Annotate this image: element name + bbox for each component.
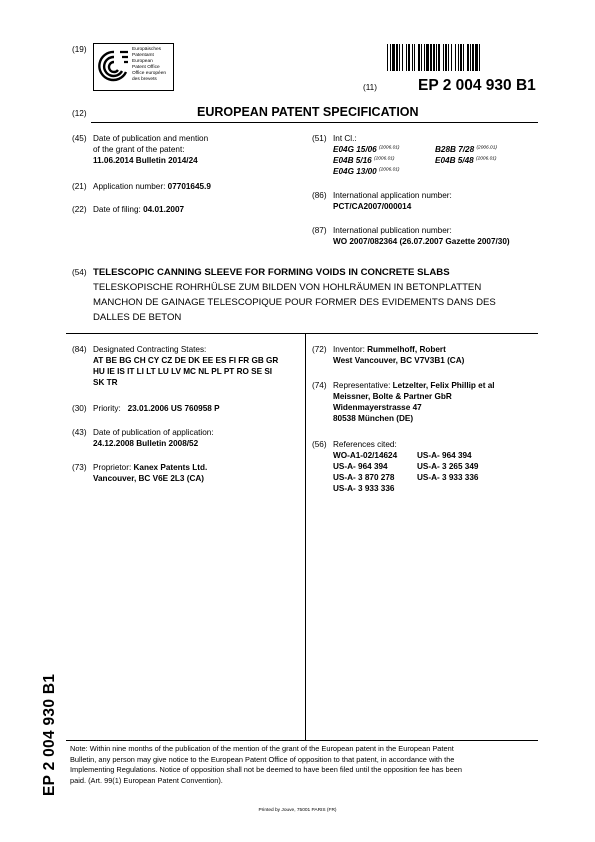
ipc-code: E04G 13/00 [333,167,377,176]
f43-value: 24.12.2008 Bulletin 2008/52 [93,439,199,449]
inid-22: (22) [72,205,87,214]
ipc-version: (2006.01) [378,145,400,151]
ipc-version: (2006.01) [476,145,497,151]
note-line: paid. (Art. 99(1) European Patent Convention). [70,776,223,786]
f74-line: 80538 München (DE) [333,414,414,424]
ipc-version: (2006.01) [378,167,400,173]
title-fr: MANCHON DE GAINAGE TELESCOPIQUE POUR FORMER DES EVIDEMENTS DANS DES [93,296,496,308]
inid-19: (19) [72,45,87,54]
f22-label: Date of filing: [93,205,141,214]
header-divider [91,122,538,123]
office-line: des brevets [132,76,157,82]
f74-label: Representative: [333,381,391,390]
ipc-class [435,144,497,155]
field-30 [93,403,220,414]
side-publication-number: EP 2 004 930 B1 [41,673,58,796]
f73-address: Vancouver, BC V6E 2L3 (CA) [93,474,205,484]
title-fr-cont: DALLES DE BETON [93,311,182,323]
inid-45: (45) [72,134,87,143]
states-line: AT BE BG CH CY CZ DE DK EE ES FI FR GB GR [93,356,279,366]
note-line: Implementing Regulations. Notice of opposition shall not be deemed to have been filed until the opposition fee has been [70,765,462,775]
ipc-code: E04B 5/48 [435,156,474,165]
f72-value: Rummelhoff, Robert [367,345,446,354]
states-line: SK TR [93,378,118,388]
inid-11: (11) [363,83,377,92]
reference: US-A- 3 265 349 [417,462,479,472]
column-divider [305,333,306,740]
f74-value: Letzelter, Felix Phillip et al [392,381,495,390]
references-col1 [333,450,397,494]
f74-line: Meissner, Bolte & Partner GbR [333,392,452,402]
office-name [132,47,166,83]
field-86 [333,190,452,212]
f72-label: Inventor: [333,345,365,354]
epo-emblem-icon [98,48,130,86]
f87-value: WO 2007/082364 (26.07.2007 Gazette 2007/30) [333,237,510,247]
inid-30: (30) [72,404,87,413]
inid-74: (74) [312,381,327,390]
opposition-note [70,744,462,787]
field-87 [333,225,510,247]
f45-label2: of the grant of the patent: [93,145,185,155]
field-72 [333,344,464,366]
printer-line: Printed by Jouve, 75001 PARIS (FR) [258,808,337,813]
inid-21: (21) [72,182,87,191]
epo-logo [93,43,174,91]
note-line: Note: Within nine months of the publication of the mention of the grant of the European patent in the European Patent [70,744,454,753]
references-col2 [417,450,478,483]
field-84 [93,344,278,388]
field-74 [333,380,495,424]
f86-label: International application number: [333,191,452,200]
f30-value: 23.01.2006 US 760958 P [127,404,220,413]
field-21 [93,181,211,192]
ipc-version: (2006.01) [373,156,395,162]
office-line: Patentamt [132,52,154,58]
inid-73: (73) [72,463,87,472]
inid-54: (54) [72,268,87,277]
f45-value: 11.06.2014 Bulletin 2014/24 [93,156,198,166]
ipc-version: (2006.01) [475,156,497,162]
states-line: HU IE IS IT LI LT LU LV MC NL PL PT RO SE SI [93,367,273,377]
reference: US-A- 3 870 278 [333,473,395,483]
office-line: Europäisches [132,47,162,52]
f73-label: Proprietor: [93,463,132,472]
f73-value: Kanex Patents Ltd. [133,463,208,472]
document-type: EUROPEAN PATENT SPECIFICATION [197,105,419,119]
f22-value: 04.01.2007 [143,205,185,214]
office-line: Patent Office [132,64,160,70]
title-divider [66,333,538,334]
office-line: Office européen [132,70,167,76]
f51-label: Int Cl.: [333,134,357,143]
f45-label1: Date of publication and mention [93,134,209,143]
f43-label: Date of publication of application: [93,428,214,437]
ipc-class [333,155,395,166]
inid-84: (84) [72,345,87,354]
f30-label: Priority: [93,404,121,413]
title-en: TELESCOPIC CANNING SLEEVE FOR FORMING VOIDS IN CONCRETE SLABS [93,267,450,278]
reference: US-A- 964 394 [333,462,388,472]
f21-value: 07701645.9 [167,182,211,191]
f86-value: PCT/CA2007/000014 [333,202,412,212]
reference: WO-A1-02/14624 [333,451,398,460]
inid-43: (43) [72,428,87,437]
reference: US-A- 3 933 336 [333,484,395,494]
ipc-class [435,155,497,166]
inid-87: (87) [312,226,327,235]
reference: US-A- 3 933 336 [417,473,479,483]
inid-12: (12) [72,109,87,118]
note-divider [66,740,538,741]
ipc-code: E04B 5/16 [333,156,372,165]
field-43 [93,427,214,449]
f56-label: References cited: [333,440,397,449]
barcode-bar [480,44,482,71]
inid-51: (51) [312,134,327,143]
f84-label: Designated Contracting States: [93,345,207,354]
inid-72: (72) [312,345,327,354]
f74-line: Widenmayerstrasse 47 [333,403,422,413]
field-45 [93,133,208,166]
field-56 [333,439,397,450]
title-de: TELESKOPISCHE ROHRHÜLSE ZUM BILDEN VON HOHLRÄUMEN IN BETONPLATTEN [93,281,482,293]
publication-number: EP 2 004 930 B1 [418,77,536,94]
ipc-code: E04G 15/06 [333,145,377,154]
invention-title [93,266,496,325]
field-73 [93,462,207,484]
ipc-code: B28B 7/28 [435,145,475,154]
f21-label: Application number: [93,182,166,191]
note-line: Bulletin, any person may give notice to the European Patent Office of opposition to that patent, in accordance with the [70,754,455,764]
inid-86: (86) [312,191,327,200]
ipc-class [333,144,400,155]
ipc-class [333,166,400,177]
f87-label: International publication number: [333,226,452,235]
office-line: European [132,58,153,64]
reference: US-A- 964 394 [417,451,472,460]
field-22 [93,204,184,215]
inid-56: (56) [312,440,327,449]
f72-address: West Vancouver, BC V7V3B1 (CA) [333,356,465,366]
barcode [387,44,537,71]
